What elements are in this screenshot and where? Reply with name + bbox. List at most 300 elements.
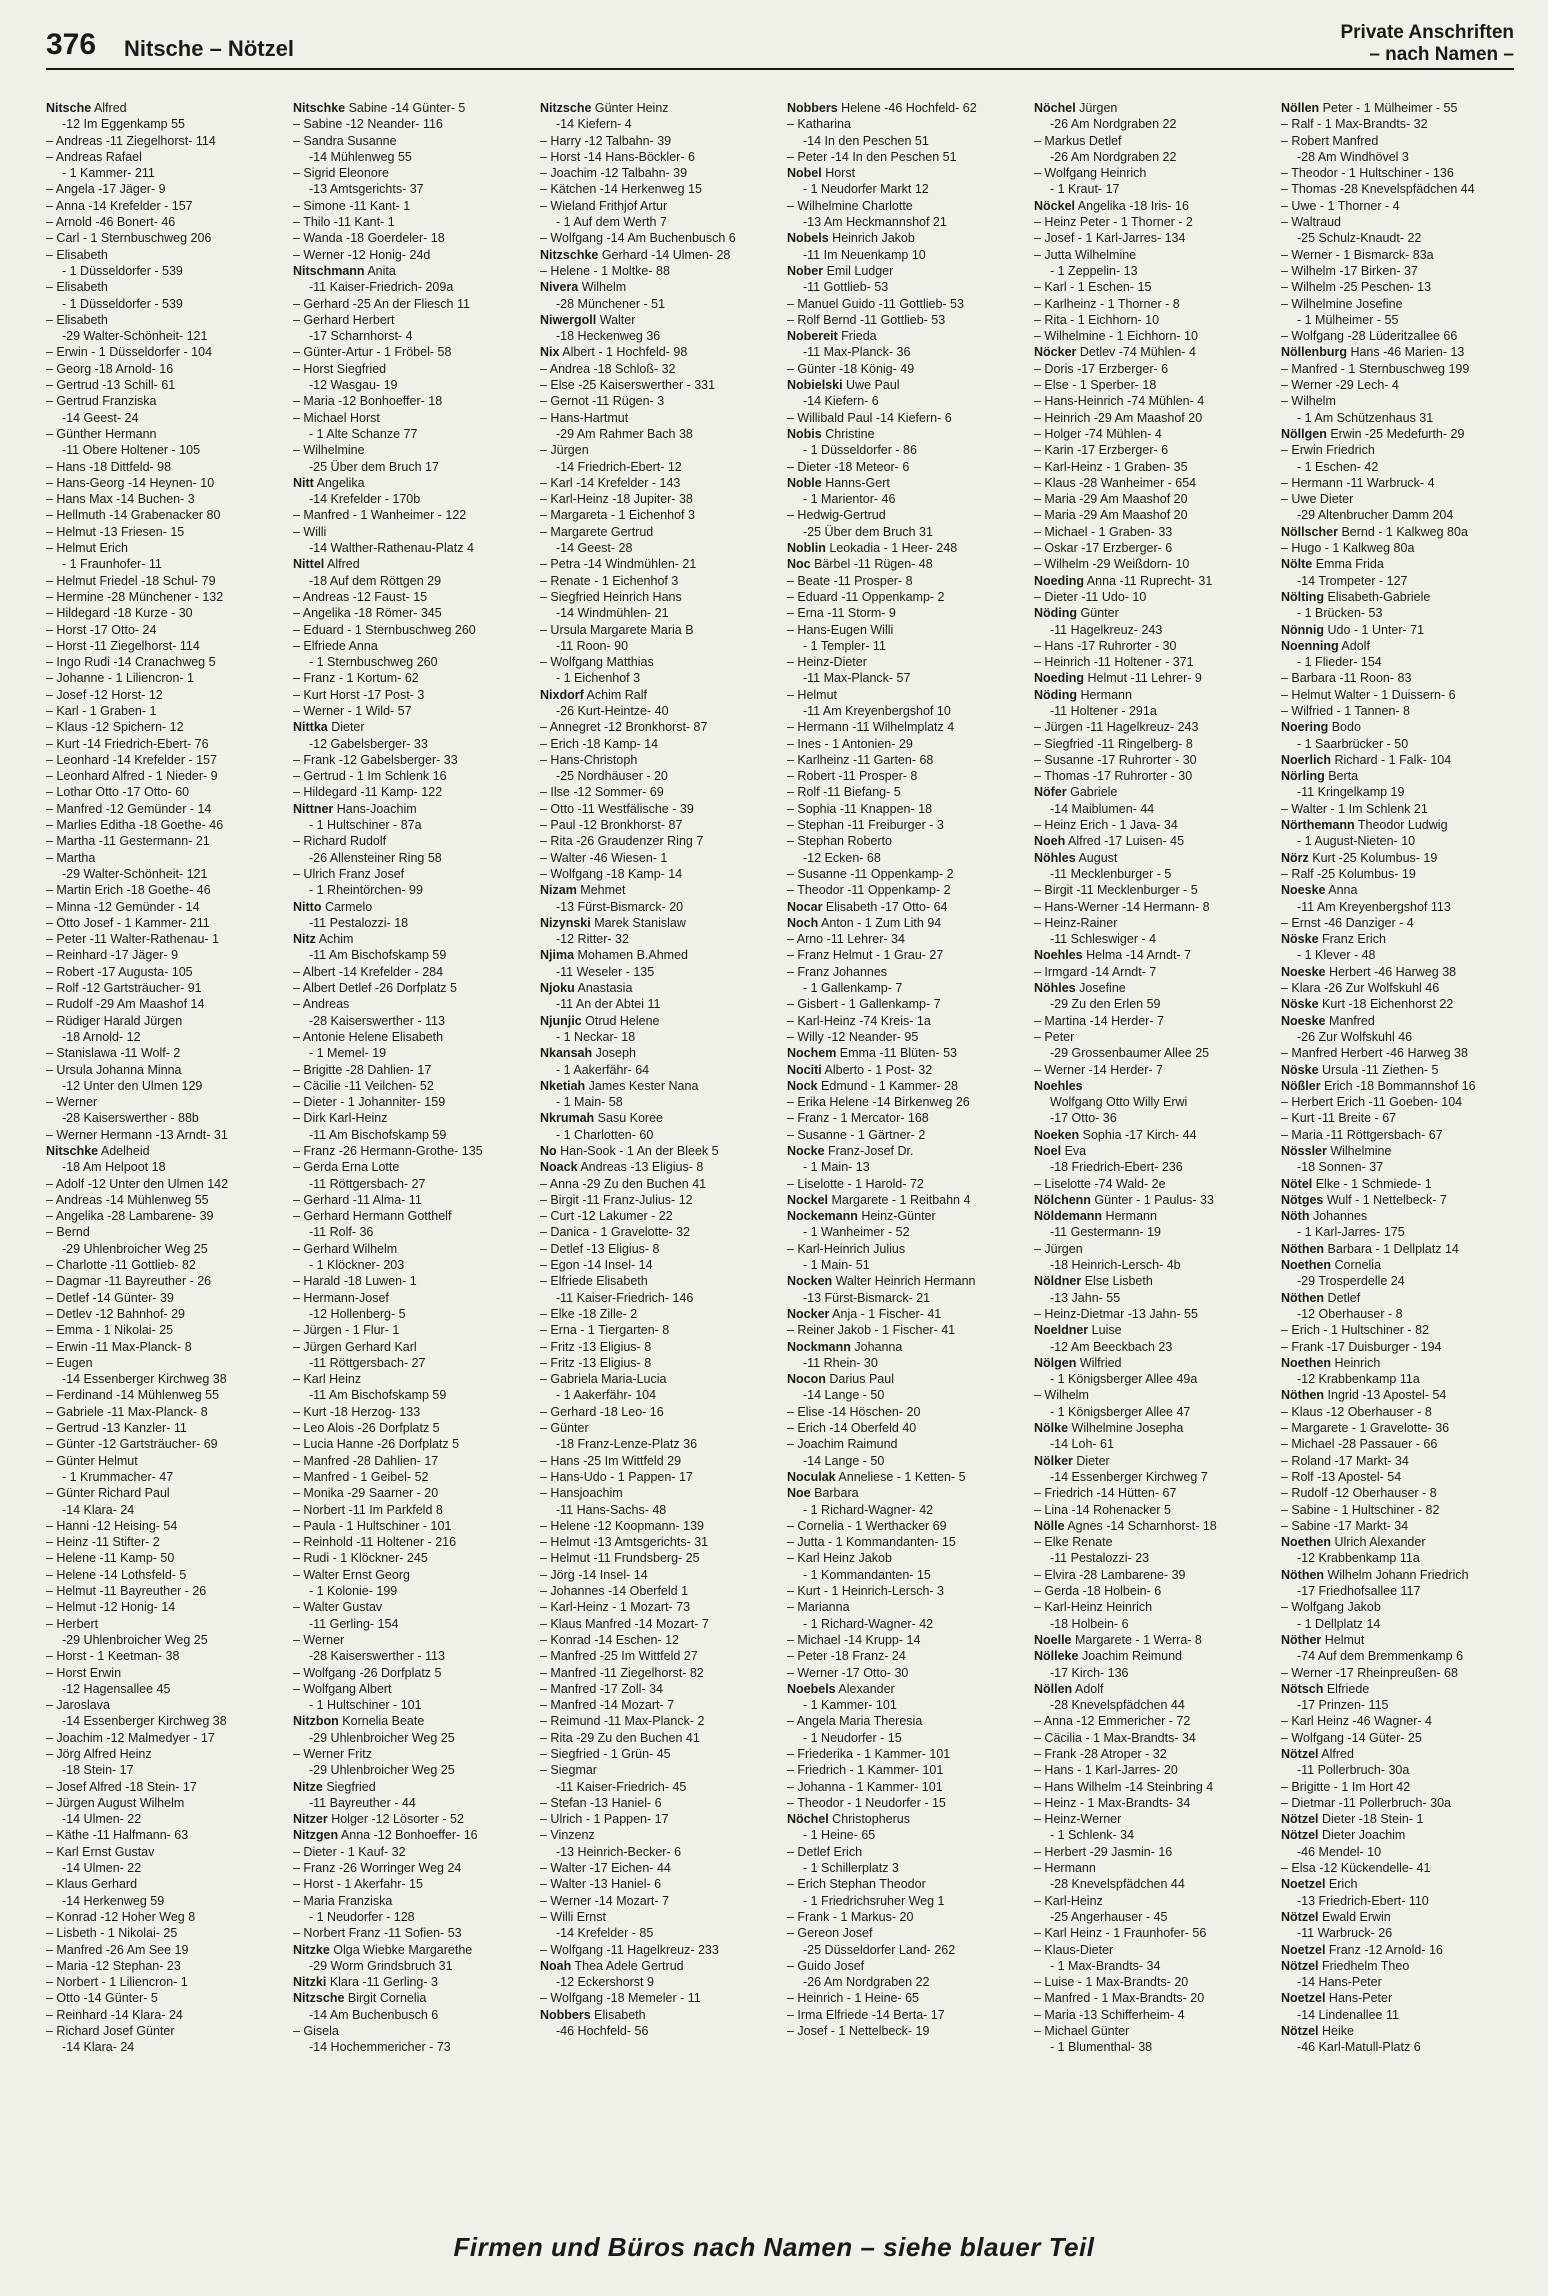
entry-line: – Lisbeth - 1 Nikolai- 25 — [46, 1926, 178, 1941]
entry-line: – Angela -17 Jäger- 9 — [46, 182, 166, 197]
directory-column — [46, 100, 279, 2215]
surname: Nöllscher — [1281, 524, 1338, 539]
entry-line: – Margareta - 1 Eichenhof 3 — [540, 508, 695, 523]
entry-line: – Maria -13 Schifferheim- 4 — [1034, 2007, 1185, 2022]
entry-details: Agnes -14 Scharnhorst- 18 — [1064, 1518, 1217, 1533]
entry-details: Heinrich — [1331, 1355, 1381, 1370]
entry-line: – Herbert -29 Jasmin- 16 — [1034, 1844, 1173, 1859]
entry-line: – Karlheinz -11 Garten- 68 — [787, 752, 934, 767]
entry-line: – Erna -11 Storm- 9 — [787, 606, 896, 621]
entry-line: – Friedrich - 1 Kammer- 101 — [787, 1763, 944, 1778]
entry-address: -14 Kiefern- 6 — [803, 394, 879, 409]
entry-surname — [1281, 768, 1514, 784]
surname: Noering — [1281, 720, 1329, 735]
surname: Nölgen — [1034, 1355, 1077, 1370]
entry-address: -11 Am Bischofskamp 59 — [309, 1127, 447, 1142]
surname: Nöske — [1281, 997, 1319, 1012]
entry-line: – Gertrud -13 Schill- 61 — [46, 378, 176, 393]
entry-line: – Günter Richard Paul — [46, 1486, 170, 1501]
entry-details: Mohamen B.Ahmed — [574, 948, 688, 963]
entry-details: Emma -11 Blüten- 53 — [836, 1046, 957, 1061]
entry-address: - 1 Eschen- 42 — [1297, 459, 1379, 474]
entry-surname — [1281, 1062, 1514, 1078]
surname: Nober — [787, 263, 824, 278]
entry-address: -14 Klara- 24 — [62, 1502, 135, 1517]
surname: Nixdorf — [540, 687, 584, 702]
entry-line: – Gereon Josef — [787, 1926, 873, 1941]
surname: Nöske — [1281, 1062, 1319, 1077]
entry-details: Johannes — [1309, 1209, 1368, 1224]
entry-line: – Arnold -46 Bonert- 46 — [46, 215, 176, 230]
entry-address: - 1 Kolonie- 199 — [309, 1584, 398, 1599]
entry-address: - 1 Main- 58 — [556, 1095, 623, 1110]
entry-address: -29 Altenbrucher Damm 204 — [1297, 508, 1454, 523]
directory-column — [540, 100, 773, 2215]
entry-line: – Hans-Eugen Willi — [787, 622, 894, 637]
entry-surname — [787, 915, 1020, 931]
entry-details: Luise — [1088, 1323, 1122, 1338]
entry-address: -18 Auf dem Röttgen 29 — [309, 573, 442, 588]
entry-line: – Erich -18 Kamp- 14 — [540, 736, 659, 751]
entry-surname — [787, 230, 1020, 246]
entry-line: – Werner -14 Herder- 7 — [1034, 1062, 1163, 1077]
entry-line: – Hermann -11 Warbruck- 4 — [1281, 475, 1435, 490]
entry-line: – Carl - 1 Sternbuschweg 206 — [46, 231, 212, 246]
entry-line: – Dietmar -11 Pollerbruch- 30a — [1281, 1795, 1451, 1810]
entry-surname — [1281, 1534, 1514, 1550]
entry-address: -13 Amtsgerichts- 37 — [309, 182, 424, 197]
directory-column — [787, 100, 1020, 2215]
entry-line: – Martina -14 Herder- 7 — [1034, 1013, 1164, 1028]
entry-line: – Klaus Manfred -14 Mozart- 7 — [540, 1616, 709, 1631]
entry-details: Wilhelm Johann Friedrich — [1324, 1567, 1469, 1582]
entry-address: - 1 Klever - 48 — [1297, 948, 1376, 963]
surname: Nittner — [293, 801, 334, 816]
entry-details: Günter — [1077, 606, 1119, 621]
entry-address: -12 Ritter- 32 — [556, 932, 629, 947]
entry-details: Dieter Joachim — [1318, 1828, 1406, 1843]
entry-address: -14 Loh- 61 — [1050, 1437, 1114, 1452]
surname: Nobels — [787, 231, 829, 246]
entry-address: -13 Friedrich-Ebert- 110 — [1297, 1893, 1429, 1908]
section-title-line2: – nach Namen – — [1369, 44, 1514, 65]
entry-surname — [1281, 1942, 1514, 1958]
surname: Noc — [787, 557, 811, 572]
entry-details: Elisabeth -17 Otto- 64 — [822, 899, 948, 914]
entry-line: – Cäcilie -11 Veilchen- 52 — [293, 1078, 434, 1093]
surname: Nocken — [787, 1274, 833, 1289]
entry-line: – Sabine -17 Markt- 34 — [1281, 1518, 1409, 1533]
entry-line: – Else -25 Kaiserswerther - 331 — [540, 378, 716, 393]
entry-line: – Dagmar -11 Bayreuther - 26 — [46, 1274, 212, 1289]
entry-details: Alfred -17 Luisen- 45 — [1065, 834, 1185, 849]
entry-address: -14 Ulmen- 22 — [62, 1861, 142, 1876]
entry-line: – Dieter - 1 Johanniter- 159 — [293, 1095, 446, 1110]
entry-line: – Wolfgang Heinrich — [1034, 166, 1147, 181]
entry-details: Barbara - 1 Dellplatz 14 — [1324, 1241, 1459, 1256]
entry-address: -13 Jahn- 55 — [1050, 1290, 1121, 1305]
entry-surname — [1281, 931, 1514, 947]
entry-line: – Günter-Artur - 1 Fröbel- 58 — [293, 345, 452, 360]
entry-address: -12 Im Eggenkamp 55 — [62, 117, 185, 132]
entry-details: Emma Frida — [1312, 557, 1384, 572]
entry-line: – Theodor - 1 Neudorfer - 15 — [787, 1795, 946, 1810]
entry-line: – Jürgen - 1 Flur- 1 — [293, 1323, 400, 1338]
entry-line: – Hansjoachim — [540, 1486, 623, 1501]
entry-address: -12 Gabelsberger- 33 — [309, 736, 428, 751]
entry-address: -17 Otto- 36 — [1050, 1111, 1117, 1126]
entry-details: Olga Wiebke Margarethe — [329, 1942, 473, 1957]
entry-address: -11 Max-Planck- 57 — [803, 671, 911, 686]
surname: Nöchel — [1034, 101, 1076, 115]
entry-line: – Walter -13 Haniel- 6 — [540, 1877, 662, 1892]
entry-line: – Theodor -11 Oppenkamp- 2 — [787, 883, 951, 898]
entry-address: - 1 Gallenkamp- 7 — [803, 981, 903, 996]
entry-surname — [293, 931, 526, 947]
entry-line: – Dieter - 1 Kauf- 32 — [293, 1844, 406, 1859]
entry-details: Hanns-Gert — [821, 475, 890, 490]
entry-surname — [787, 1339, 1020, 1355]
entry-details: Adolf — [1338, 638, 1370, 653]
entry-line: – Marlies Editha -18 Goethe- 46 — [46, 818, 224, 833]
entry-line: – Helene -11 Kamp- 50 — [46, 1551, 175, 1566]
entry-line: – Manfred -28 Dahlien- 17 — [293, 1453, 439, 1468]
entry-address: -11 Rhein- 30 — [803, 1355, 878, 1370]
entry-line: – Helmut -13 Friesen- 15 — [46, 524, 185, 539]
entry-line: – Konrad -14 Eschen- 12 — [540, 1632, 679, 1647]
entry-line: – Johanne - 1 Liliencron- 1 — [46, 671, 195, 686]
entry-details: Johanna — [850, 1339, 903, 1354]
entry-details: Ulrich Alexander — [1331, 1535, 1426, 1550]
entry-address: -11 Hans-Sachs- 48 — [556, 1502, 667, 1517]
entry-details: Albert - 1 Hochfeld- 98 — [559, 345, 688, 360]
entry-address: -17 Prinzen- 115 — [1297, 1698, 1389, 1713]
entry-details: Erich — [1325, 1877, 1358, 1892]
entry-address: -14 Essenberger Kirchweg 38 — [62, 1372, 227, 1387]
entry-line: – Rita -29 Zu den Buchen 41 — [540, 1730, 700, 1745]
directory-column — [1281, 100, 1514, 2215]
entry-line: – Wilhelm -29 Weißdorn- 10 — [1034, 557, 1190, 572]
entry-line: – Ulrich - 1 Pappen- 17 — [540, 1812, 669, 1827]
section-title-line1: Private Anschriften — [1340, 22, 1514, 43]
entry-address: -14 Hochemmericher - 73 — [309, 2040, 451, 2055]
entry-line: – Stanislawa -11 Wolf- 2 — [46, 1046, 181, 1061]
entry-surname — [787, 1469, 1020, 1485]
surname: Nöthen — [1281, 1290, 1325, 1305]
entry-line: – Ernst -46 Danziger - 4 — [1281, 915, 1414, 930]
surname: Nörling — [1281, 769, 1325, 784]
entry-address: - 1 Zeppelin- 13 — [1050, 263, 1138, 278]
entry-surname — [540, 687, 773, 703]
entry-details: Marek Stanislaw — [590, 915, 686, 930]
directory-column — [293, 100, 526, 2215]
surname: Nöthen — [1281, 1567, 1325, 1582]
surname: Nöllen — [1281, 101, 1320, 115]
surname: Nizam — [540, 883, 577, 898]
entry-address: -17 Scharnhorst- 4 — [309, 329, 413, 344]
surname: Noethen — [1281, 1355, 1331, 1370]
entry-surname — [540, 915, 773, 931]
entry-line: – Ursula Margarete Maria B — [540, 622, 694, 637]
entry-line: – Michael - 1 Graben- 33 — [1034, 524, 1173, 539]
entry-line: – Franz -26 Hermann-Grothe- 135 — [293, 1144, 483, 1158]
entry-address: -29 Zu den Erlen 59 — [1050, 997, 1161, 1012]
surname: Nitze — [293, 1779, 323, 1794]
entry-line: – Paul -12 Bronkhorst- 87 — [540, 818, 683, 833]
entry-line: – Joachim Raimund — [787, 1437, 898, 1452]
entry-line: – Karl Ernst Gustav — [46, 1844, 155, 1859]
entry-surname — [1281, 850, 1514, 866]
entry-surname — [540, 279, 773, 295]
entry-line: – Reinhard -14 Klara- 24 — [46, 2007, 183, 2022]
entry-line: – Andrea -18 Schloß- 32 — [540, 361, 676, 376]
entry-line: – Erich -14 Oberfeld 40 — [787, 1421, 917, 1436]
entry-line: – Kurt Horst -17 Post- 3 — [293, 687, 425, 702]
entry-line: – Fritz -13 Eligius- 8 — [540, 1339, 652, 1354]
surname: Nöding — [1034, 687, 1078, 702]
surname: Nöldner — [1034, 1274, 1082, 1289]
entry-surname — [293, 1811, 526, 1827]
entry-line: – Angelika -28 Lambarene- 39 — [46, 1209, 214, 1224]
entry-address: - 1 Am Schützenhaus 31 — [1297, 410, 1434, 425]
entry-details: Wilhelm — [578, 280, 627, 295]
entry-line: – Manfred -14 Mozart- 7 — [540, 1698, 675, 1713]
entry-address: -17 Kirch- 136 — [1050, 1665, 1129, 1680]
entry-details: Helene -46 Hochfeld- 62 — [837, 101, 977, 115]
entry-details: Ingrid -13 Apostel- 54 — [1324, 1388, 1447, 1403]
entry-surname — [787, 426, 1020, 442]
entry-line: – Hugo - 1 Kalkweg 80a — [1281, 541, 1415, 556]
entry-line: – Bernd — [46, 1225, 90, 1240]
surname: Nöth — [1281, 1209, 1310, 1224]
surname: Noenning — [1281, 638, 1339, 653]
entry-surname — [1034, 784, 1267, 800]
entry-address: -14 Kiefern- 4 — [556, 117, 632, 132]
entry-surname — [1281, 1990, 1514, 2006]
entry-surname — [540, 100, 773, 116]
entry-line: – Michael Günter — [1034, 2024, 1130, 2039]
entry-surname — [1034, 980, 1267, 996]
entry-line: – Gisbert - 1 Gallenkamp- 7 — [787, 997, 941, 1012]
entry-surname — [1034, 344, 1267, 360]
entry-address: -26 Zur Wolfskuhl 46 — [1297, 1029, 1413, 1044]
surname: Nitschke — [293, 101, 346, 115]
surname: Nitzschke — [540, 247, 599, 262]
entry-details: Josefine — [1075, 981, 1126, 996]
entry-line: – Manfred -17 Zoll- 34 — [540, 1681, 663, 1696]
entry-line: – Wilhelm — [1281, 394, 1336, 409]
surname: Nkansah — [540, 1046, 593, 1061]
entry-line: – Angela Maria Theresia — [787, 1714, 923, 1729]
entry-details: Joachim Reimund — [1078, 1649, 1182, 1664]
entry-line: – Heinz - 1 Max-Brandts- 34 — [1034, 1795, 1191, 1810]
surname: Nivera — [540, 280, 579, 295]
entry-line: – Anna -29 Zu den Buchen 41 — [540, 1176, 707, 1191]
entry-address: -29 Trosperdelle 24 — [1297, 1274, 1405, 1289]
entry-address: -11 Bayreuther - 44 — [309, 1795, 416, 1810]
entry-surname — [1281, 1827, 1514, 1843]
entry-line: – Werner Fritz — [293, 1746, 372, 1761]
entry-line: – Herbert Erich -11 Goeben- 104 — [1281, 1095, 1463, 1110]
surname: Nöhles — [1034, 981, 1076, 996]
entry-details: Detlev -74 Mühlen- 4 — [1076, 345, 1196, 360]
entry-address: - 1 Kammer- 211 — [62, 166, 155, 181]
entry-address: -18 Franz-Lenze-Platz 36 — [556, 1437, 698, 1452]
surname: Nötzel — [1281, 1958, 1319, 1973]
entry-address: -14 Trompeter - 127 — [1297, 573, 1408, 588]
entry-surname — [1034, 1078, 1267, 1094]
entry-surname — [1281, 1290, 1514, 1306]
entry-line: – Gerhard Herbert — [293, 312, 395, 327]
entry-address: -14 Maiblumen- 44 — [1050, 801, 1155, 816]
entry-line: – Albert -14 Krefelder - 284 — [293, 964, 444, 979]
entry-line: – Peter -18 Franz- 24 — [787, 1649, 906, 1664]
entry-line: – Walter Gustav — [293, 1600, 383, 1615]
entry-line: – Wolfgang -14 Güter- 25 — [1281, 1730, 1422, 1745]
surname: Nitzsche — [293, 1991, 345, 2006]
entry-details: Anton - 1 Zum Lith 94 — [818, 915, 942, 930]
entry-line: – Reinhard -17 Jäger- 9 — [46, 948, 179, 963]
entry-line: – Brigitte -28 Dahlien- 17 — [293, 1062, 432, 1077]
entry-line: – Petra -14 Windmühlen- 21 — [540, 557, 697, 572]
entry-address: -46 Mendel- 10 — [1297, 1844, 1382, 1859]
entry-surname — [787, 377, 1020, 393]
entry-line: – Egon -14 Insel- 14 — [540, 1258, 653, 1273]
entry-address: -13 Heinrich-Becker- 6 — [556, 1844, 682, 1859]
entry-line: – Reimund -11 Max-Planck- 2 — [540, 1714, 705, 1729]
entry-line: – Erwin Friedrich — [1281, 443, 1375, 458]
entry-address: - 1 Charlotten- 60 — [556, 1127, 654, 1142]
entry-line: – Kurt -11 Breite - 67 — [1281, 1111, 1397, 1126]
surname: Nizynski — [540, 915, 591, 930]
surname: Nöding — [1034, 606, 1078, 621]
entry-line: – Peter — [1034, 1029, 1075, 1044]
entry-line: – Hanni -12 Heising- 54 — [46, 1518, 178, 1533]
entry-address: -11 Hagelkreuz- 243 — [1050, 622, 1163, 637]
entry-line: – Kurt -18 Herzog- 133 — [293, 1404, 421, 1419]
entry-address: -26 Am Nordgraben 22 — [803, 1975, 930, 1990]
entry-surname — [1281, 2023, 1514, 2039]
entry-line: – Wilhelmine — [293, 443, 365, 458]
entry-line: – Thilo -11 Kant- 1 — [293, 215, 395, 230]
entry-line: – Liselotte - 1 Harold- 72 — [787, 1176, 924, 1191]
entry-address: -12 Unter den Ulmen 129 — [62, 1078, 203, 1093]
entry-surname — [1034, 670, 1267, 686]
entry-line: – Rita -26 Graudenzer Ring 7 — [540, 834, 704, 849]
surname: Noethen — [1281, 1535, 1331, 1550]
surname: Nix — [540, 345, 560, 360]
surname: No — [540, 1144, 557, 1158]
surname: Nöcker — [1034, 345, 1077, 360]
entry-details: Peter - 1 Mülheimer - 55 — [1319, 101, 1458, 115]
entry-line: – Werner - 1 Wild- 57 — [293, 703, 412, 718]
entry-line: – Helmut -13 Amtsgerichts- 31 — [540, 1535, 709, 1550]
entry-line: – Gisela — [293, 2024, 339, 2039]
entry-line: – Sandra Susanne — [293, 133, 397, 148]
entry-address: - 1 Richard-Wagner- 42 — [803, 1502, 934, 1517]
entry-line: – Johanna - 1 Kammer- 101 — [787, 1779, 943, 1794]
surname: Njoku — [540, 981, 575, 996]
entry-line: – Uwe Dieter — [1281, 492, 1354, 507]
entry-details: Günter Heinz — [591, 101, 669, 115]
entry-details: Dieter — [1072, 1453, 1110, 1468]
entry-line: – Karlheinz - 1 Thorner - 8 — [1034, 296, 1180, 311]
entry-line: – Michael Horst — [293, 410, 380, 425]
entry-line: – Rolf Bernd -11 Gottlieb- 53 — [787, 312, 946, 327]
entry-line: – Heinrich -29 Am Maashof 20 — [1034, 410, 1203, 425]
entry-line: – Gertrud - 1 Im Schlenk 16 — [293, 769, 447, 784]
entry-address: -14 Klara- 24 — [62, 2040, 135, 2055]
entry-surname — [1281, 622, 1514, 638]
entry-address: - 1 Karl-Jarres- 175 — [1297, 1225, 1405, 1240]
entry-surname — [293, 1942, 526, 1958]
surname: Nitzgen — [293, 1828, 339, 1843]
entry-line: – Karl Heinz - 1 Fraunhofer- 56 — [1034, 1926, 1207, 1941]
entry-line: – Werner — [46, 1095, 98, 1110]
entry-line: – Irmgard -14 Arndt- 7 — [1034, 964, 1157, 979]
entry-address: -12 Am Beeckbach 23 — [1050, 1339, 1173, 1354]
entry-line: – Manfred - 1 Sternbuschweg 199 — [1281, 361, 1470, 376]
entry-line: – Jörg -14 Insel- 14 — [540, 1567, 648, 1582]
entry-line: – Karl -14 Krefelder - 143 — [540, 475, 681, 490]
entry-details: Sabine -14 Günter- 5 — [345, 101, 466, 115]
entry-line: – Andreas -12 Faust- 15 — [293, 589, 428, 604]
entry-line: – Simone -11 Kant- 1 — [293, 198, 411, 213]
entry-line: – Peter -14 In den Peschen 51 — [787, 149, 957, 164]
entry-line: – Manfred -25 Im Wittfeld 27 — [540, 1649, 698, 1664]
entry-address: -11 Gerling- 154 — [309, 1616, 399, 1631]
entry-line: – Herbert — [46, 1616, 99, 1631]
entry-details: Kurt -18 Eichenhorst 22 — [1318, 997, 1454, 1012]
entry-line: – Joachim -12 Talbahn- 39 — [540, 166, 688, 181]
entry-line: – Karl-Heinz -18 Jupiter- 38 — [540, 492, 693, 507]
entry-address: -28 Kaiserswerther - 113 — [309, 1649, 445, 1664]
entry-line: – Luise - 1 Max-Brandts- 20 — [1034, 1975, 1189, 1990]
entry-line: – Brigitte - 1 Im Hort 42 — [1281, 1779, 1411, 1794]
entry-line: – Rudolf -29 Am Maashof 14 — [46, 997, 205, 1012]
entry-surname — [540, 1143, 773, 1159]
surname: Nock — [787, 1078, 818, 1093]
entry-line: – Ralf - 1 Max-Brandts- 32 — [1281, 117, 1428, 132]
surname: Noculak — [787, 1469, 836, 1484]
entry-details: Anneliese - 1 Ketten- 5 — [835, 1469, 966, 1484]
entry-address: -14 Ulmen- 22 — [62, 1812, 142, 1827]
entry-details: Alfred — [324, 557, 360, 572]
entry-line: – Margarete - 1 Gravelotte- 36 — [1281, 1421, 1450, 1436]
entry-line: – Adolf -12 Unter den Ulmen 142 — [46, 1176, 229, 1191]
entry-line: – Waltraud — [1281, 215, 1341, 230]
entry-details: Christopherus — [828, 1812, 910, 1827]
entry-address: -13 Fürst-Bismarck- 20 — [556, 899, 684, 914]
entry-details: Adolf — [1072, 1681, 1104, 1696]
surname: Noeske — [1281, 1013, 1326, 1028]
entry-address: -12 Krabbenkamp 11a — [1297, 1551, 1420, 1566]
entry-surname — [787, 328, 1020, 344]
entry-surname — [1281, 1387, 1514, 1403]
entry-surname — [1281, 1078, 1514, 1094]
entry-details: Elke - 1 Schmiede- 1 — [1312, 1176, 1432, 1191]
entry-surname — [1034, 687, 1267, 703]
entry-line: – Karl-Heinz - 1 Graben- 35 — [1034, 459, 1188, 474]
entry-surname — [787, 1192, 1020, 1208]
entry-details: Theodor Ludwig — [1354, 818, 1448, 833]
entry-details: Alexander — [835, 1681, 895, 1696]
entry-surname — [787, 1811, 1020, 1827]
entry-surname — [787, 1485, 1020, 1501]
entry-line: – Martha — [46, 850, 96, 865]
entry-line: – Karl-Heinz Heinrich — [1034, 1600, 1153, 1615]
entry-line: – Wilhelmine Josefine — [1281, 296, 1403, 311]
